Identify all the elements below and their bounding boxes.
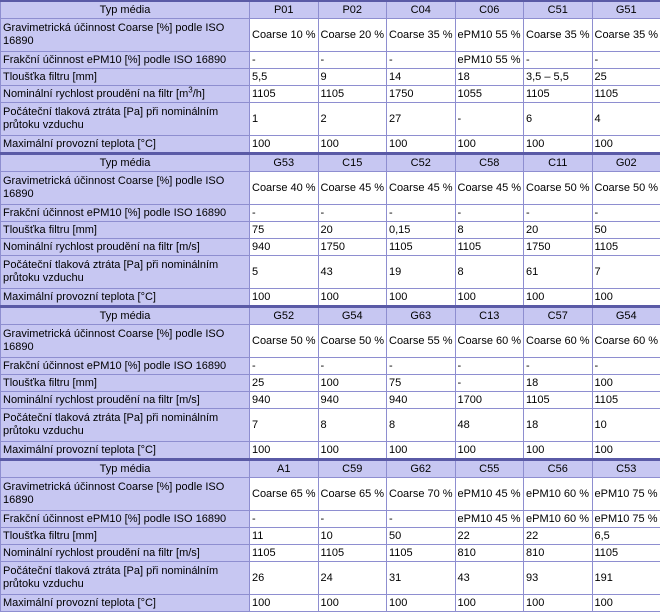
value-cell: 25 (592, 69, 660, 86)
value-cell: Coarse 60 % (592, 325, 660, 358)
value-cell: 100 (455, 442, 524, 460)
value-cell: 0,15 (387, 222, 456, 239)
value-cell: 20 (524, 222, 593, 239)
filter-thickness-row (1, 528, 660, 545)
fractional-efficiency-row (1, 205, 660, 222)
value-cell: 1750 (524, 239, 593, 256)
value-cell: - (524, 205, 593, 222)
value-cell: - (387, 205, 456, 222)
value-cell: 100 (387, 595, 456, 612)
value-cell: 9 (318, 69, 387, 86)
value-cell: 1105 (455, 239, 524, 256)
value-cell: 100 (250, 442, 319, 460)
media-type-row (1, 1, 660, 19)
value-cell: 1750 (387, 86, 456, 103)
value-cell: 6 (524, 103, 593, 136)
value-cell: 3,5 – 5,5 (524, 69, 593, 86)
fractional-efficiency-row (1, 511, 660, 528)
row-label: Gravimetrická účinnost Coarse [%] podle ISO 16890 (1, 19, 250, 52)
value-cell: ePM10 55 % (455, 52, 524, 69)
media-code-header: C04 (387, 1, 456, 19)
nominal-velocity-row (1, 545, 660, 562)
row-label (1, 86, 250, 103)
value-cell: - (250, 52, 319, 69)
value-cell: Coarse 40 % (250, 172, 319, 205)
row-label: Počáteční tlaková ztráta [Pa] při nominálním průtoku vzduchu (1, 562, 250, 595)
value-cell: 11 (250, 528, 319, 545)
media-code-header: C13 (455, 307, 524, 325)
media-code-header: A1 (250, 460, 319, 478)
value-cell: 100 (387, 289, 456, 307)
row-label: Gravimetrická účinnost Coarse [%] podle ISO 16890 (1, 325, 250, 358)
value-cell: 100 (250, 289, 319, 307)
value-cell: 940 (318, 392, 387, 409)
row-label: Tloušťka filtru [mm] (1, 69, 250, 86)
gravimetric-efficiency-row (1, 478, 660, 511)
fractional-efficiency-row (1, 358, 660, 375)
value-cell: 8 (387, 409, 456, 442)
value-cell: 1055 (455, 86, 524, 103)
row-label: Gravimetrická účinnost Coarse [%] podle ISO 16890 (1, 172, 250, 205)
value-cell: 50 (387, 528, 456, 545)
value-cell: - (318, 358, 387, 375)
value-cell: ePM10 60 % (524, 478, 593, 511)
row-label: Typ média (1, 154, 250, 172)
value-cell: 1105 (250, 86, 319, 103)
row-label: Maximální provozní teplota [°C] (1, 136, 250, 154)
value-cell: 1105 (592, 392, 660, 409)
value-cell: 43 (455, 562, 524, 595)
value-cell: - (318, 205, 387, 222)
value-cell: Coarse 65 % (250, 478, 319, 511)
value-cell: 100 (592, 136, 660, 154)
nominal-velocity-row (1, 239, 660, 256)
nominal-velocity-row (1, 86, 660, 103)
initial-pressure-drop-row (1, 562, 660, 595)
value-cell: 1105 (592, 239, 660, 256)
value-cell: - (387, 358, 456, 375)
value-cell: - (455, 205, 524, 222)
value-cell: Coarse 45 % (387, 172, 456, 205)
value-cell: 1105 (524, 392, 593, 409)
value-cell: 1700 (455, 392, 524, 409)
value-cell: 24 (318, 562, 387, 595)
nominal-velocity-row (1, 392, 660, 409)
value-cell: 940 (250, 239, 319, 256)
value-cell: 18 (524, 375, 593, 392)
media-code-header: G52 (250, 307, 319, 325)
value-cell: Coarse 50 % (318, 325, 387, 358)
row-label: Počáteční tlaková ztráta [Pa] při nominálním průtoku vzduchu (1, 409, 250, 442)
row-label: Maximální provozní teplota [°C] (1, 595, 250, 612)
media-code-header: C06 (455, 1, 524, 19)
row-label: Frakční účinnost ePM10 [%] podle ISO 16890 (1, 52, 250, 69)
value-cell: Coarse 60 % (455, 325, 524, 358)
value-cell: 1105 (387, 545, 456, 562)
value-cell: 1105 (318, 545, 387, 562)
value-cell: 5,5 (250, 69, 319, 86)
media-code-header: P02 (318, 1, 387, 19)
value-cell: 100 (592, 289, 660, 307)
value-cell: 43 (318, 256, 387, 289)
row-label: Typ média (1, 307, 250, 325)
media-type-row (1, 154, 660, 172)
value-cell: 1105 (250, 545, 319, 562)
value-cell: 14 (387, 69, 456, 86)
value-cell: 22 (524, 528, 593, 545)
value-cell: 75 (387, 375, 456, 392)
value-cell: 31 (387, 562, 456, 595)
value-cell: Coarse 35 % (524, 19, 593, 52)
value-cell: ePM10 75 % (592, 511, 660, 528)
value-cell: 100 (592, 375, 660, 392)
max-operating-temp-row (1, 136, 660, 154)
value-cell: Coarse 35 % (387, 19, 456, 52)
value-cell: 18 (455, 69, 524, 86)
value-cell: 100 (250, 595, 319, 612)
media-code-header: C59 (318, 460, 387, 478)
value-cell: 18 (524, 409, 593, 442)
value-cell: 1105 (592, 545, 660, 562)
value-cell: - (592, 52, 660, 69)
media-code-header: G54 (592, 307, 660, 325)
value-cell: Coarse 55 % (387, 325, 456, 358)
value-cell: - (592, 358, 660, 375)
media-code-header: C56 (524, 460, 593, 478)
filter-thickness-row (1, 69, 660, 86)
value-cell: Coarse 50 % (592, 172, 660, 205)
value-cell: 100 (318, 442, 387, 460)
value-cell: 6,5 (592, 528, 660, 545)
value-cell: 100 (318, 289, 387, 307)
value-cell: - (318, 511, 387, 528)
media-code-header: P01 (250, 1, 319, 19)
value-cell: 22 (455, 528, 524, 545)
value-cell: 20 (318, 222, 387, 239)
media-code-header: C53 (592, 460, 660, 478)
value-cell: - (387, 52, 456, 69)
value-cell: - (250, 511, 319, 528)
value-cell: - (318, 52, 387, 69)
value-cell: 940 (250, 392, 319, 409)
value-cell: 100 (387, 442, 456, 460)
value-cell: - (455, 375, 524, 392)
row-label: Gravimetrická účinnost Coarse [%] podle ISO 16890 (1, 478, 250, 511)
value-cell: ePM10 45 % (455, 478, 524, 511)
row-label: Tloušťka filtru [mm] (1, 528, 250, 545)
value-cell: 100 (524, 289, 593, 307)
row-label: Tloušťka filtru [mm] (1, 375, 250, 392)
value-cell: 100 (318, 375, 387, 392)
value-cell: 27 (387, 103, 456, 136)
spec-table-body (1, 1, 660, 612)
value-cell: Coarse 50 % (250, 325, 319, 358)
value-cell: Coarse 50 % (524, 172, 593, 205)
value-cell: Coarse 70 % (387, 478, 456, 511)
value-cell: 100 (455, 595, 524, 612)
row-label: Nominální rychlost proudění na filtr [m/s] (1, 545, 250, 562)
value-cell: 50 (592, 222, 660, 239)
value-cell: 1750 (318, 239, 387, 256)
value-cell: Coarse 60 % (524, 325, 593, 358)
value-cell: 940 (387, 392, 456, 409)
velocity-label-suffix: /h] (193, 88, 205, 100)
value-cell: 8 (455, 256, 524, 289)
row-label: Nominální rychlost proudění na filtr [m/s] (1, 392, 250, 409)
row-label: Počáteční tlaková ztráta [Pa] při nominálním průtoku vzduchu (1, 103, 250, 136)
value-cell: 25 (250, 375, 319, 392)
value-cell: Coarse 10 % (250, 19, 319, 52)
value-cell: ePM10 60 % (524, 511, 593, 528)
gravimetric-efficiency-row (1, 325, 660, 358)
value-cell: Coarse 45 % (455, 172, 524, 205)
value-cell: 75 (250, 222, 319, 239)
value-cell: 1 (250, 103, 319, 136)
value-cell: 26 (250, 562, 319, 595)
media-code-header: C15 (318, 154, 387, 172)
initial-pressure-drop-row (1, 256, 660, 289)
value-cell: 48 (455, 409, 524, 442)
value-cell: - (387, 511, 456, 528)
value-cell: 10 (592, 409, 660, 442)
value-cell: 100 (455, 289, 524, 307)
value-cell: 4 (592, 103, 660, 136)
media-code-header: G51 (592, 1, 660, 19)
media-code-header: C11 (524, 154, 593, 172)
value-cell: 8 (455, 222, 524, 239)
value-cell: 7 (250, 409, 319, 442)
row-label: Nominální rychlost proudění na filtr [m/s] (1, 239, 250, 256)
velocity-label-prefix: Nominální rychlost proudění na filtr [m (3, 88, 188, 100)
max-operating-temp-row (1, 289, 660, 307)
value-cell: 1105 (524, 86, 593, 103)
row-label: Typ média (1, 1, 250, 19)
media-code-header: C58 (455, 154, 524, 172)
value-cell: 191 (592, 562, 660, 595)
value-cell: Coarse 35 % (592, 19, 660, 52)
media-type-row (1, 307, 660, 325)
initial-pressure-drop-row (1, 103, 660, 136)
value-cell: 100 (455, 136, 524, 154)
value-cell: 100 (318, 136, 387, 154)
value-cell: - (250, 205, 319, 222)
row-label: Maximální provozní teplota [°C] (1, 289, 250, 307)
value-cell: 7 (592, 256, 660, 289)
value-cell: 100 (592, 595, 660, 612)
value-cell: 100 (387, 136, 456, 154)
value-cell: ePM10 75 % (592, 478, 660, 511)
media-code-header: C57 (524, 307, 593, 325)
row-label: Počáteční tlaková ztráta [Pa] při nominálním průtoku vzduchu (1, 256, 250, 289)
value-cell: 5 (250, 256, 319, 289)
row-label: Frakční účinnost ePM10 [%] podle ISO 16890 (1, 205, 250, 222)
value-cell: - (455, 103, 524, 136)
value-cell: 2 (318, 103, 387, 136)
value-cell: 1105 (592, 86, 660, 103)
value-cell: - (524, 52, 593, 69)
value-cell: 1105 (318, 86, 387, 103)
media-code-header: G02 (592, 154, 660, 172)
row-label: Typ média (1, 460, 250, 478)
media-code-header: C55 (455, 460, 524, 478)
value-cell: Coarse 45 % (318, 172, 387, 205)
value-cell: 8 (318, 409, 387, 442)
media-code-header: G54 (318, 307, 387, 325)
value-cell: 1105 (387, 239, 456, 256)
velocity-label-superscript: 3 (188, 86, 192, 94)
value-cell: 810 (455, 545, 524, 562)
value-cell: 93 (524, 562, 593, 595)
value-cell: 100 (524, 595, 593, 612)
initial-pressure-drop-row (1, 409, 660, 442)
value-cell: 100 (250, 136, 319, 154)
filter-thickness-row (1, 222, 660, 239)
value-cell: ePM10 45 % (455, 511, 524, 528)
value-cell: - (592, 205, 660, 222)
value-cell: Coarse 65 % (318, 478, 387, 511)
media-code-header: G63 (387, 307, 456, 325)
row-label: Maximální provozní teplota [°C] (1, 442, 250, 460)
media-type-row (1, 460, 660, 478)
value-cell: 100 (524, 442, 593, 460)
value-cell: 10 (318, 528, 387, 545)
media-code-header: G53 (250, 154, 319, 172)
value-cell: 100 (592, 442, 660, 460)
max-operating-temp-row (1, 595, 660, 612)
gravimetric-efficiency-row (1, 19, 660, 52)
value-cell: ePM10 55 % (455, 19, 524, 52)
media-code-header: C52 (387, 154, 456, 172)
value-cell: 61 (524, 256, 593, 289)
fractional-efficiency-row (1, 52, 660, 69)
value-cell: - (524, 358, 593, 375)
value-cell: 100 (524, 136, 593, 154)
media-code-header: G62 (387, 460, 456, 478)
value-cell: 19 (387, 256, 456, 289)
media-code-header: C51 (524, 1, 593, 19)
value-cell: 100 (318, 595, 387, 612)
value-cell: - (250, 358, 319, 375)
value-cell: - (455, 358, 524, 375)
max-operating-temp-row (1, 442, 660, 460)
value-cell: 810 (524, 545, 593, 562)
filter-thickness-row (1, 375, 660, 392)
gravimetric-efficiency-row (1, 172, 660, 205)
row-label: Tloušťka filtru [mm] (1, 222, 250, 239)
row-label: Frakční účinnost ePM10 [%] podle ISO 16890 (1, 511, 250, 528)
value-cell: Coarse 20 % (318, 19, 387, 52)
row-label: Frakční účinnost ePM10 [%] podle ISO 16890 (1, 358, 250, 375)
